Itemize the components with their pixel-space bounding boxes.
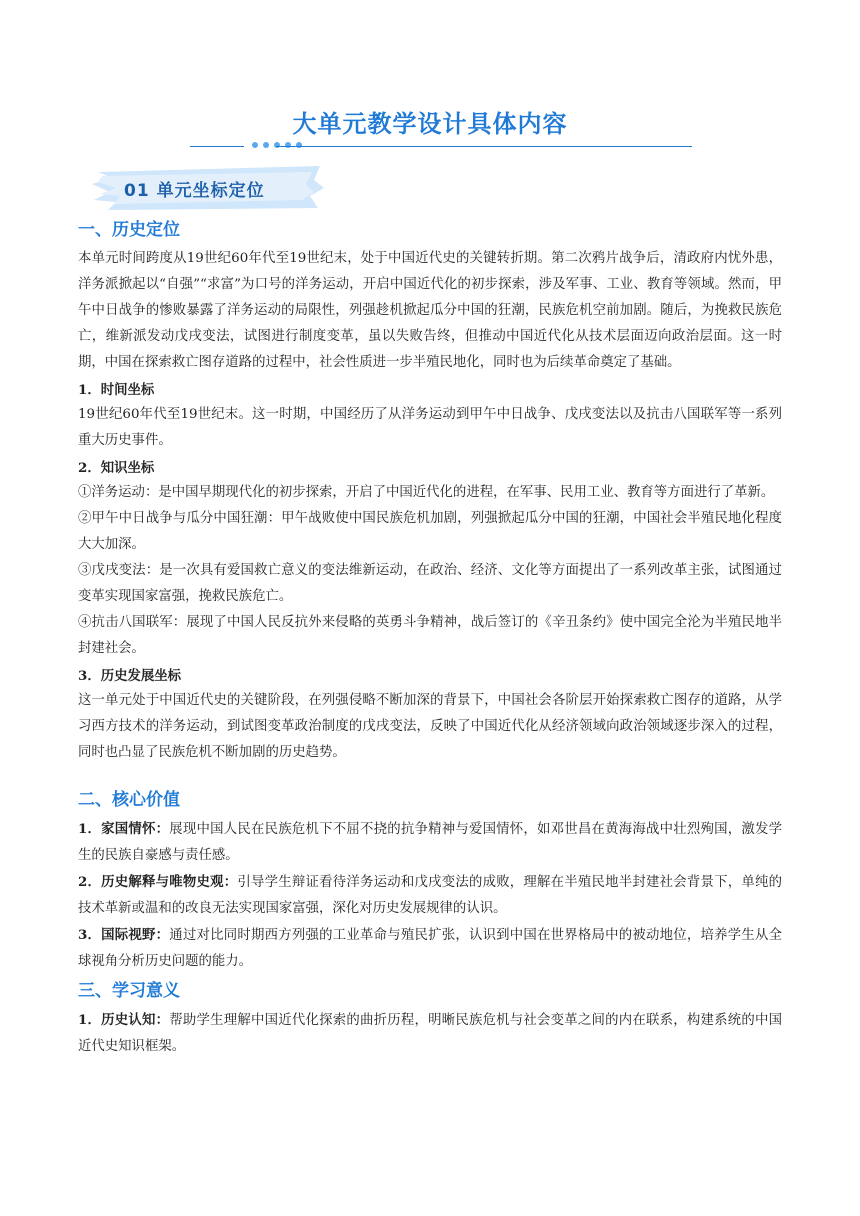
document-body [78, 214, 782, 1060]
section-banner [88, 162, 328, 214]
knowledge-item-2: ②甲午中日战争与瓜分中国狂潮：甲午战败使中国民族危机加剧，列强掀起瓜分中国的狂潮，中国社会半殖民地化程度大大加深。 [78, 511, 782, 552]
value-item-1 [78, 816, 782, 869]
value-item-2-label: 2．历史解释与唯物史观： [78, 874, 238, 890]
knowledge-item-1: ①洋务运动：是中国早期现代化的初步探索，开启了中国近代化的进程，在军事、民用工业、教育等方面进行了革新。 [78, 485, 775, 500]
heading-learning-significance: 三、学习意义 [78, 981, 180, 1001]
value-item-3-text: 通过对比同时期西方列强的工业革命与殖民扩张，认识到中国在世界格局中的被动地位，培养学生从全球视角分析历史问题的能力。 [78, 928, 782, 969]
paragraph-development: 这一单元处于中国近代史的关键阶段，在列强侵略不断加深的背景下，中国社会各阶层开始探索救亡图存的道路，从学习西方技术的洋务运动，到试图变革政治制度的戊戌变法，反映了中国近代化从经济领域向政治领域逐步深入的过程，同时也凸显了民族危机不断加剧的历史趋势。 [78, 693, 782, 760]
banner-title: 01 单元坐标定位 [124, 181, 265, 201]
paragraph-intro: 本单元时间跨度从19世纪60年代至19世纪末，处于中国近代史的关键转折期。第二次鸦片战争后，清政府内忧外患，洋务派掀起以“自强”“求富”为口号的洋务运动，开启中国近代化的初步探索，涉及军事、工业、教育等领域。然而，甲午中日战争的惨败暴露了洋务运动的局限性，列强趁机掀起瓜分中国的狂潮，民族危机空前加剧。随后，为挽救民族危亡，维新派发动戊戌变法，试图进行制度变革，虽以失败告终，但推动中国近代化从技术层面迈向政治层面。这一时期，中国在探索救亡图存道路的过程中，社会性质进一步半殖民地化，同时也为后续革命奠定了基础。 [78, 251, 782, 370]
heading-history-position: 一、历史定位 [78, 220, 180, 240]
value-item-2 [78, 869, 782, 922]
knowledge-item-4: ④抗击八国联军：展现了中国人民反抗外来侵略的英勇斗争精神，战后签订的《辛丑条约》使中国完全沦为半殖民地半封建社会。 [78, 615, 782, 656]
subheading-knowledge: 2．知识坐标 [78, 460, 155, 476]
knowledge-item-3: ③戊戌变法：是一次具有爱国救亡意义的变法维新运动，在政治、经济、文化等方面提出了一系列改革主张，试图通过变革实现国家富强，挽救民族危亡。 [78, 563, 782, 604]
value-item-1-text: 展现中国人民在民族危机下不屈不挠的抗争精神与爱国情怀，如邓世昌在黄海海战中壮烈殉国，激发学生的民族自豪感与责任感。 [78, 822, 782, 863]
value-item-1-label: 1．家国情怀： [78, 821, 170, 837]
paragraph-time: 19世纪60年代至19世纪末。这一时期，中国经历了从洋务运动到甲午中日战争、戊戌变法以及抗击八国联军等一系列重大历史事件。 [78, 407, 782, 448]
heading-core-values: 二、核心价值 [78, 790, 180, 810]
title-divider [190, 136, 692, 156]
subheading-development: 3．历史发展坐标 [78, 668, 182, 684]
divider-line-left [190, 146, 244, 147]
significance-item-1 [78, 1007, 782, 1060]
value-item-3 [78, 922, 782, 975]
page-title: 大单元教学设计具体内容 [292, 110, 568, 138]
subheading-time: 1．时间坐标 [78, 382, 155, 398]
significance-item-1-text: 帮助学生理解中国近代化探索的曲折历程，明晰民族危机与社会变革之间的内在联系，构建系统的中国近代史知识框架。 [78, 1013, 782, 1054]
value-item-3-label: 3．国际视野： [78, 927, 170, 943]
value-item-2-text: 引导学生辩证看待洋务运动和戊戌变法的成败，理解在半殖民地半封建社会背景下，单纯的技术革新或温和的改良无法实现国家富强，深化对历史发展规律的认识。 [78, 875, 782, 916]
significance-item-1-label: 1．历史认知： [78, 1012, 170, 1028]
divider-line-right [276, 146, 692, 147]
